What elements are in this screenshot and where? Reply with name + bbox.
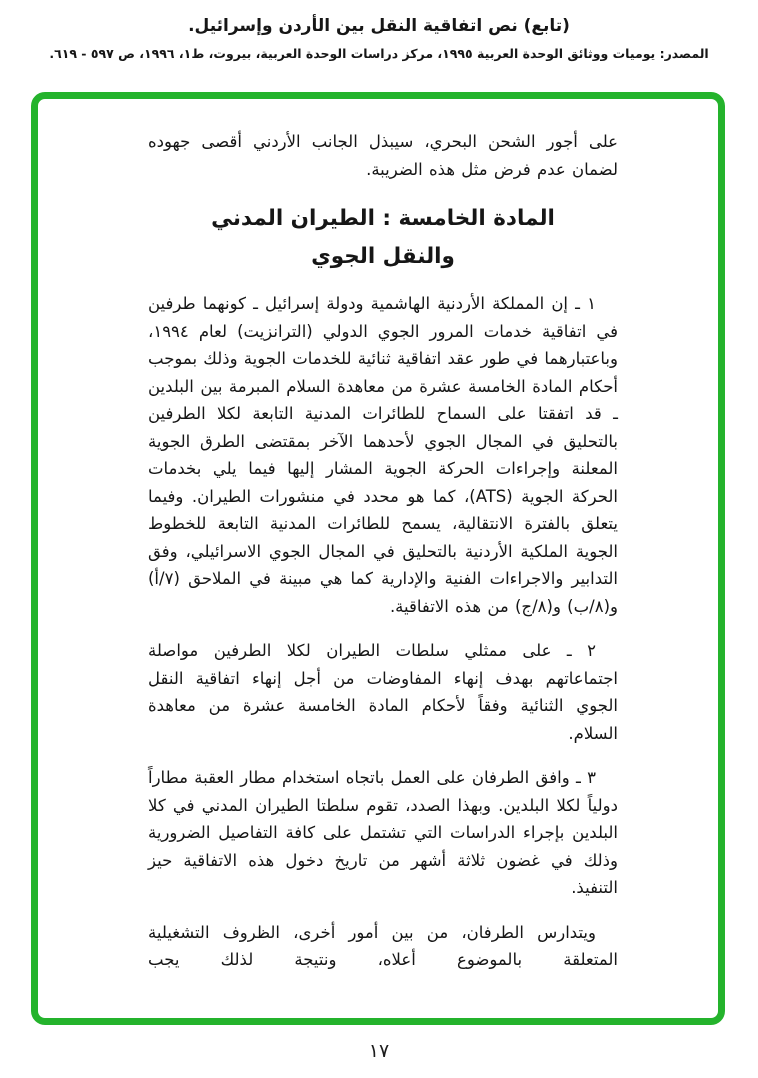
article-heading-line2: والنقل الجوي xyxy=(311,244,455,269)
article-text-column xyxy=(148,128,618,991)
paragraph-clause-2: ٢ ـ على ممثلي سلطات الطيران لكلا الطرفين مواصلة اجتماعاتهم بهدف إنهاء المفاوضات من أجل إنهاء اتفاقية النقل الجوي الثنائية وفقاً لأحكام المادة الخامسة عشرة من معاهدة السلام. xyxy=(148,641,618,743)
source-citation: المصدر: يوميات ووثائق الوحدة العربية ١٩٩٥، مركز دراسات الوحدة العربية، بيروت، ط١، ١٩٩٦، ص ٥٩٧ - ٦١٩. xyxy=(49,46,709,61)
page-number: ١٧ xyxy=(368,1040,390,1062)
paragraph-intro-continuation: على أجور الشحن البحري، سيبذل الجانب الأردني أقصى جهوده لضمان عدم فرض مثل هذه الضريبة. xyxy=(148,132,618,179)
paragraph-clause-3: ٣ ـ وافق الطرفان على العمل باتجاه استخدام مطار العقبة مطاراً دولياً لكلا البلدين. وبهذا الصدد، تقوم سلطتا الطيران المدني في كلا البلدين بإجراء الدراسات التي تشتمل على كافة التفاصيل الضرورية وذلك في غضون ثلاثة أشهر من تاريخ دخول هذه الاتفاقية حيز التنفيذ. xyxy=(148,768,618,897)
paragraph-closing-continuation: ويتدارس الطرفان، من بين أمور أخرى، الظروف التشغيلية المتعلقة بالموضوع أعلاه، ونتيجة لذلك يجب xyxy=(148,922,618,969)
continuation-title: (تابع) نص اتفاقية النقل بين الأردن وإسرائيل. xyxy=(188,16,570,36)
article-heading xyxy=(148,200,618,276)
paragraph-clause-1: ١ ـ إن المملكة الأردنية الهاشمية ودولة إسرائيل ـ كونهما طرفين في اتفاقية خدمات المرور الجوي الدولي (الترانزيت) لعام ١٩٩٤، وباعتبارهما في طور عقد اتفاقية ثنائية للخدمات الجوية وذلك بموجب أحكام المادة الخامسة عشرة من معاهدة السلام المبرمة بين البلدين ـ قد اتفقتا على السماح للطائرات المدنية التابعة لكلا الطرفين بالتحليق في المجال الجوي لأحدهما الآخر بمقتضى الطرق الجوية المعلنة وإجراءات الحركة الجوية المشار إليها فيما يلي بخدمات الحركة الجوية (ATS)، كما هو محدد في منشورات الطيران. وفيما يتعلق بالفترة الانتقالية، يسمح للطائرات المدنية التابعة للخطوط الجوية الملكية الأردنية بالتحليق في المجال الجوي الاسرائيلي، وفق التدابير والاجراءات الفنية والإدارية كما هي مبينة في الملاحق (٧/أ) و(٨/ب) و(٨/ج) من هذه الاتفاقية. xyxy=(148,294,618,616)
article-heading-line1: المادة الخامسة : الطيران المدني xyxy=(211,206,555,231)
